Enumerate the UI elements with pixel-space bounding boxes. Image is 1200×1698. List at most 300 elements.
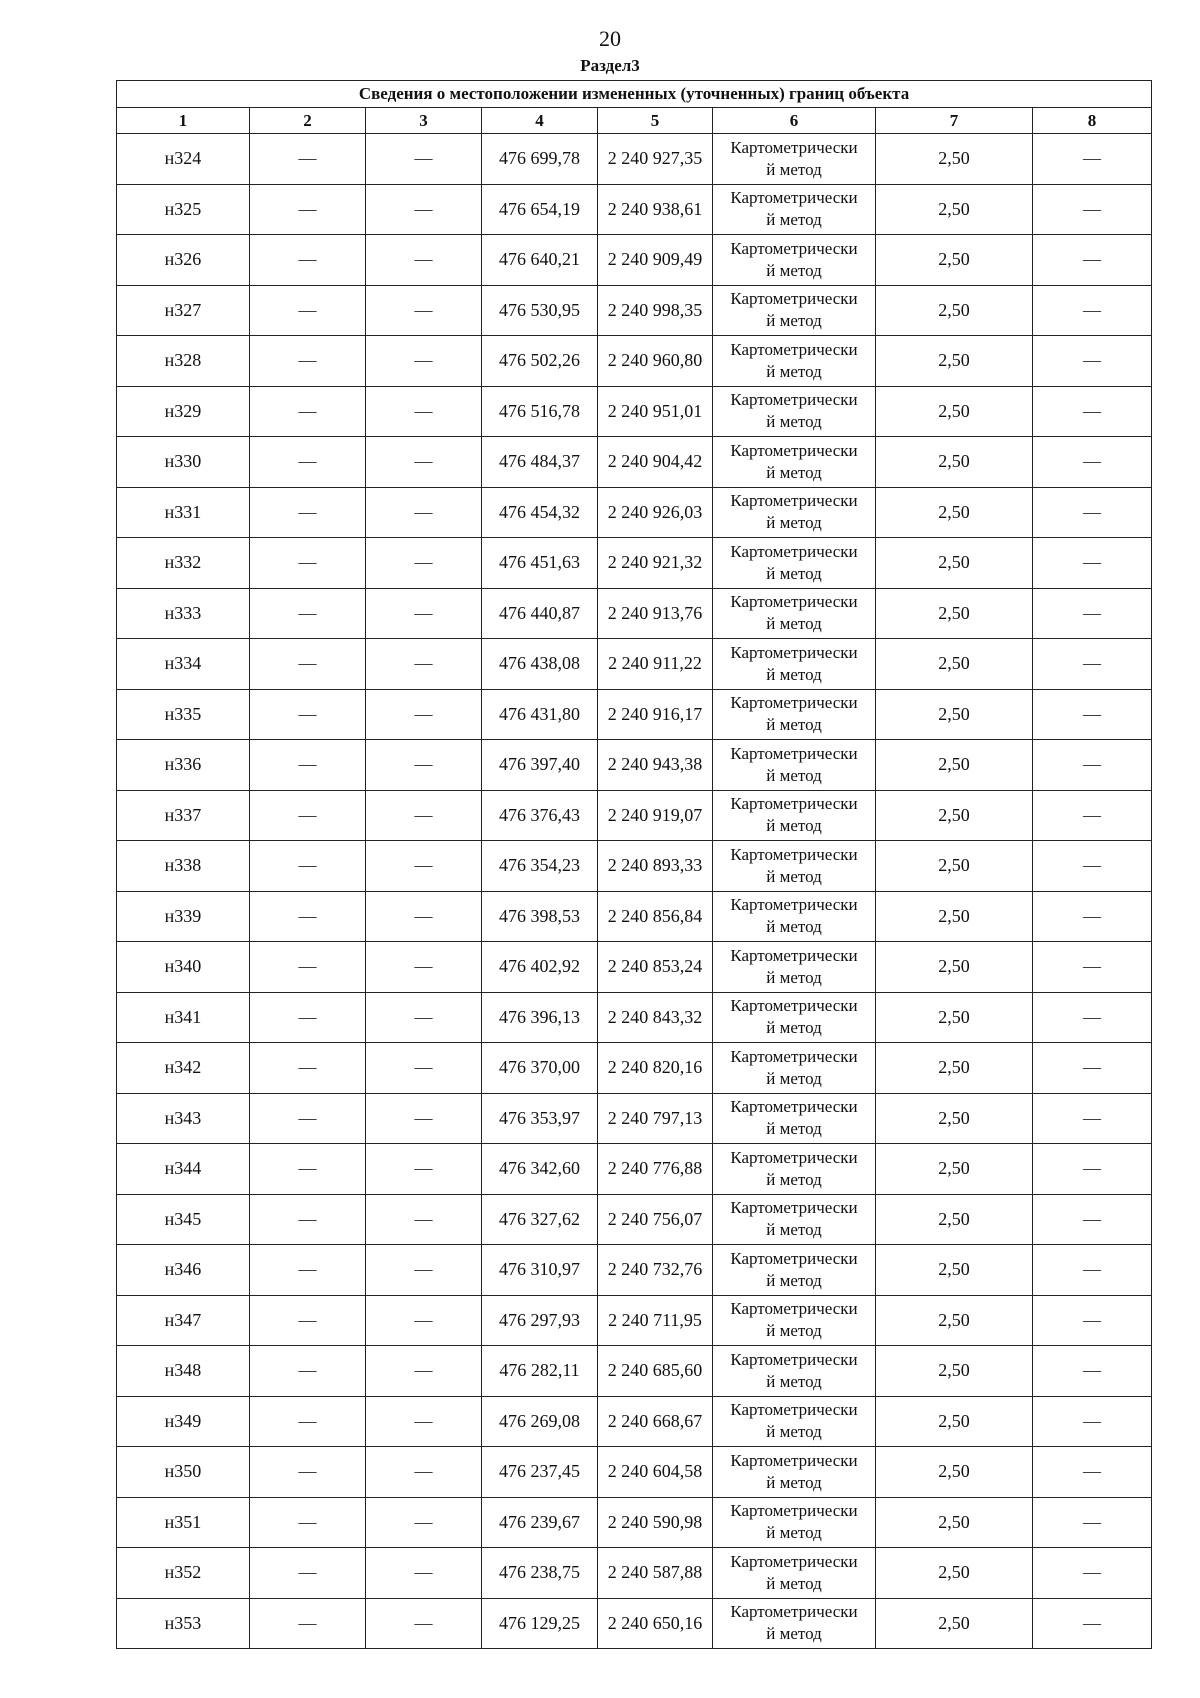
- method-cell: [713, 1144, 876, 1195]
- method-text-line2: й метод: [766, 1472, 822, 1492]
- column-number-3: 3: [366, 108, 482, 134]
- method-text-line1: Картометрически: [730, 1400, 858, 1420]
- method-text-line1: Картометрически: [730, 238, 858, 258]
- y-coordinate-cell: 2 240 668,67: [598, 1396, 713, 1447]
- col8-dash-cell: —: [1033, 1194, 1152, 1245]
- col3-dash-cell: —: [366, 487, 482, 538]
- y-coordinate-cell: 2 240 927,35: [598, 134, 713, 185]
- method-cell: [713, 1245, 876, 1296]
- col8-dash-cell: —: [1033, 437, 1152, 488]
- col8-dash-cell: —: [1033, 134, 1152, 185]
- point-name-cell: н342: [117, 1043, 250, 1094]
- accuracy-cell: 2,50: [876, 1144, 1033, 1195]
- column-number-2: 2: [250, 108, 366, 134]
- table-row: [117, 740, 1152, 791]
- accuracy-cell: 2,50: [876, 184, 1033, 235]
- method-cell: [713, 689, 876, 740]
- table-row: [117, 891, 1152, 942]
- col3-dash-cell: —: [366, 1346, 482, 1397]
- table-body: [117, 134, 1152, 1649]
- method-text-line2: й метод: [766, 765, 822, 785]
- x-coordinate-cell: 476 397,40: [482, 740, 598, 791]
- method-text-line2: й метод: [766, 1422, 822, 1442]
- col2-dash-cell: —: [250, 1295, 366, 1346]
- col3-dash-cell: —: [366, 841, 482, 892]
- col8-dash-cell: —: [1033, 1043, 1152, 1094]
- col2-dash-cell: —: [250, 1598, 366, 1649]
- col3-dash-cell: —: [366, 184, 482, 235]
- accuracy-cell: 2,50: [876, 639, 1033, 690]
- col2-dash-cell: —: [250, 336, 366, 387]
- method-text-line1: Картометрически: [730, 592, 858, 612]
- accuracy-cell: 2,50: [876, 487, 1033, 538]
- method-cell: [713, 740, 876, 791]
- point-name-cell: н325: [117, 184, 250, 235]
- y-coordinate-cell: 2 240 843,32: [598, 992, 713, 1043]
- accuracy-cell: 2,50: [876, 942, 1033, 993]
- x-coordinate-cell: 476 342,60: [482, 1144, 598, 1195]
- method-cell: [713, 1295, 876, 1346]
- x-coordinate-cell: 476 396,13: [482, 992, 598, 1043]
- col2-dash-cell: —: [250, 184, 366, 235]
- point-name-cell: н328: [117, 336, 250, 387]
- y-coordinate-cell: 2 240 820,16: [598, 1043, 713, 1094]
- col3-dash-cell: —: [366, 1497, 482, 1548]
- point-name-cell: н344: [117, 1144, 250, 1195]
- accuracy-cell: 2,50: [876, 437, 1033, 488]
- method-text-line2: й метод: [766, 159, 822, 179]
- method-text-line1: Картометрически: [730, 541, 858, 561]
- col2-dash-cell: —: [250, 1447, 366, 1498]
- col8-dash-cell: —: [1033, 1144, 1152, 1195]
- col8-dash-cell: —: [1033, 588, 1152, 639]
- col3-dash-cell: —: [366, 336, 482, 387]
- column-number-8: 8: [1033, 108, 1152, 134]
- col8-dash-cell: —: [1033, 1548, 1152, 1599]
- method-text-line1: Картометрически: [730, 137, 858, 157]
- y-coordinate-cell: 2 240 951,01: [598, 386, 713, 437]
- method-text-line1: Картометрически: [730, 743, 858, 763]
- col8-dash-cell: —: [1033, 942, 1152, 993]
- method-text-line2: й метод: [766, 1018, 822, 1038]
- accuracy-cell: 2,50: [876, 538, 1033, 589]
- y-coordinate-cell: 2 240 776,88: [598, 1144, 713, 1195]
- method-text-line2: й метод: [766, 462, 822, 482]
- point-name-cell: н327: [117, 285, 250, 336]
- x-coordinate-cell: 476 502,26: [482, 336, 598, 387]
- col3-dash-cell: —: [366, 740, 482, 791]
- col8-dash-cell: —: [1033, 1447, 1152, 1498]
- method-cell: [713, 386, 876, 437]
- point-name-cell: н340: [117, 942, 250, 993]
- col3-dash-cell: —: [366, 790, 482, 841]
- method-text-line1: Картометрически: [730, 1602, 858, 1622]
- col8-dash-cell: —: [1033, 1346, 1152, 1397]
- y-coordinate-cell: 2 240 911,22: [598, 639, 713, 690]
- table-row: [117, 790, 1152, 841]
- col2-dash-cell: —: [250, 992, 366, 1043]
- accuracy-cell: 2,50: [876, 134, 1033, 185]
- accuracy-cell: 2,50: [876, 1497, 1033, 1548]
- col8-dash-cell: —: [1033, 1497, 1152, 1548]
- method-cell: [713, 285, 876, 336]
- table-row: [117, 538, 1152, 589]
- method-text-line2: й метод: [766, 917, 822, 937]
- table-row: [117, 1548, 1152, 1599]
- col8-dash-cell: —: [1033, 487, 1152, 538]
- col2-dash-cell: —: [250, 1548, 366, 1599]
- y-coordinate-cell: 2 240 590,98: [598, 1497, 713, 1548]
- col3-dash-cell: —: [366, 891, 482, 942]
- col3-dash-cell: —: [366, 639, 482, 690]
- accuracy-cell: 2,50: [876, 1396, 1033, 1447]
- method-text-line1: Картометрически: [730, 188, 858, 208]
- method-text-line2: й метод: [766, 1068, 822, 1088]
- method-cell: [713, 1548, 876, 1599]
- col3-dash-cell: —: [366, 538, 482, 589]
- method-cell: [713, 336, 876, 387]
- method-text-line2: й метод: [766, 967, 822, 987]
- col8-dash-cell: —: [1033, 740, 1152, 791]
- col2-dash-cell: —: [250, 790, 366, 841]
- method-text-line2: й метод: [766, 866, 822, 886]
- table-row: [117, 437, 1152, 488]
- y-coordinate-cell: 2 240 904,42: [598, 437, 713, 488]
- x-coordinate-cell: 476 654,19: [482, 184, 598, 235]
- col3-dash-cell: —: [366, 386, 482, 437]
- col2-dash-cell: —: [250, 235, 366, 286]
- accuracy-cell: 2,50: [876, 1447, 1033, 1498]
- col8-dash-cell: —: [1033, 639, 1152, 690]
- point-name-cell: н324: [117, 134, 250, 185]
- col8-dash-cell: —: [1033, 285, 1152, 336]
- point-name-cell: н333: [117, 588, 250, 639]
- col8-dash-cell: —: [1033, 992, 1152, 1043]
- method-cell: [713, 992, 876, 1043]
- method-text-line2: й метод: [766, 816, 822, 836]
- column-number-1: 1: [117, 108, 250, 134]
- x-coordinate-cell: 476 484,37: [482, 437, 598, 488]
- x-coordinate-cell: 476 269,08: [482, 1396, 598, 1447]
- method-text-line2: й метод: [766, 361, 822, 381]
- method-text-line2: й метод: [766, 260, 822, 280]
- method-cell: [713, 1396, 876, 1447]
- table-row: [117, 689, 1152, 740]
- y-coordinate-cell: 2 240 797,13: [598, 1093, 713, 1144]
- point-name-cell: н349: [117, 1396, 250, 1447]
- method-text-line1: Картометрически: [730, 289, 858, 309]
- method-text-line1: Картометрически: [730, 1147, 858, 1167]
- col3-dash-cell: —: [366, 1093, 482, 1144]
- accuracy-cell: 2,50: [876, 992, 1033, 1043]
- method-cell: [713, 639, 876, 690]
- col3-dash-cell: —: [366, 1043, 482, 1094]
- col2-dash-cell: —: [250, 1346, 366, 1397]
- x-coordinate-cell: 476 530,95: [482, 285, 598, 336]
- accuracy-cell: 2,50: [876, 841, 1033, 892]
- col2-dash-cell: —: [250, 942, 366, 993]
- method-text-line1: Картометрически: [730, 895, 858, 915]
- col8-dash-cell: —: [1033, 891, 1152, 942]
- x-coordinate-cell: 476 699,78: [482, 134, 598, 185]
- method-text-line1: Картометрически: [730, 339, 858, 359]
- col2-dash-cell: —: [250, 588, 366, 639]
- table-row: [117, 1497, 1152, 1548]
- accuracy-cell: 2,50: [876, 1598, 1033, 1649]
- y-coordinate-cell: 2 240 916,17: [598, 689, 713, 740]
- column-number-row: [117, 108, 1152, 134]
- x-coordinate-cell: 476 354,23: [482, 841, 598, 892]
- accuracy-cell: 2,50: [876, 1093, 1033, 1144]
- point-name-cell: н343: [117, 1093, 250, 1144]
- accuracy-cell: 2,50: [876, 689, 1033, 740]
- col3-dash-cell: —: [366, 992, 482, 1043]
- col3-dash-cell: —: [366, 235, 482, 286]
- col3-dash-cell: —: [366, 437, 482, 488]
- method-text-line2: й метод: [766, 513, 822, 533]
- x-coordinate-cell: 476 237,45: [482, 1447, 598, 1498]
- accuracy-cell: 2,50: [876, 1548, 1033, 1599]
- method-cell: [713, 1043, 876, 1094]
- method-text-line1: Картометрически: [730, 1248, 858, 1268]
- point-name-cell: н350: [117, 1447, 250, 1498]
- table-row: [117, 487, 1152, 538]
- column-number-4: 4: [482, 108, 598, 134]
- point-name-cell: н348: [117, 1346, 250, 1397]
- method-text-line1: Картометрически: [730, 491, 858, 511]
- x-coordinate-cell: 476 640,21: [482, 235, 598, 286]
- method-text-line2: й метод: [766, 1371, 822, 1391]
- col3-dash-cell: —: [366, 1245, 482, 1296]
- accuracy-cell: 2,50: [876, 1245, 1033, 1296]
- x-coordinate-cell: 476 297,93: [482, 1295, 598, 1346]
- point-name-cell: н335: [117, 689, 250, 740]
- method-text-line1: Картометрически: [730, 1349, 858, 1369]
- point-name-cell: н332: [117, 538, 250, 589]
- method-cell: [713, 790, 876, 841]
- accuracy-cell: 2,50: [876, 336, 1033, 387]
- col2-dash-cell: —: [250, 134, 366, 185]
- table-row: [117, 1447, 1152, 1498]
- table-row: [117, 942, 1152, 993]
- col2-dash-cell: —: [250, 285, 366, 336]
- table-row: [117, 1396, 1152, 1447]
- method-cell: [713, 1194, 876, 1245]
- x-coordinate-cell: 476 129,25: [482, 1598, 598, 1649]
- method-cell: [713, 487, 876, 538]
- col8-dash-cell: —: [1033, 790, 1152, 841]
- section-title: Раздел3: [580, 56, 640, 75]
- method-text-line1: Картометрически: [730, 1551, 858, 1571]
- col8-dash-cell: —: [1033, 1093, 1152, 1144]
- method-cell: [713, 184, 876, 235]
- method-text-line1: Картометрически: [730, 1299, 858, 1319]
- y-coordinate-cell: 2 240 998,35: [598, 285, 713, 336]
- page-number: 20: [599, 26, 621, 51]
- point-name-cell: н345: [117, 1194, 250, 1245]
- boundary-coordinates-table: [116, 80, 1152, 1649]
- column-number-6: 6: [713, 108, 876, 134]
- y-coordinate-cell: 2 240 685,60: [598, 1346, 713, 1397]
- y-coordinate-cell: 2 240 711,95: [598, 1295, 713, 1346]
- method-text-line2: й метод: [766, 1321, 822, 1341]
- method-text-line2: й метод: [766, 1624, 822, 1644]
- table-row: [117, 386, 1152, 437]
- table-row: [117, 1194, 1152, 1245]
- col2-dash-cell: —: [250, 1396, 366, 1447]
- point-name-cell: н334: [117, 639, 250, 690]
- x-coordinate-cell: 476 376,43: [482, 790, 598, 841]
- point-name-cell: н338: [117, 841, 250, 892]
- col2-dash-cell: —: [250, 1093, 366, 1144]
- col3-dash-cell: —: [366, 942, 482, 993]
- col8-dash-cell: —: [1033, 1295, 1152, 1346]
- y-coordinate-cell: 2 240 921,32: [598, 538, 713, 589]
- table-row: [117, 235, 1152, 286]
- y-coordinate-cell: 2 240 587,88: [598, 1548, 713, 1599]
- col2-dash-cell: —: [250, 1194, 366, 1245]
- method-text-line2: й метод: [766, 412, 822, 432]
- method-cell: [713, 1598, 876, 1649]
- method-cell: [713, 942, 876, 993]
- point-name-cell: н330: [117, 437, 250, 488]
- x-coordinate-cell: 476 516,78: [482, 386, 598, 437]
- method-text-line1: Картометрически: [730, 945, 858, 965]
- x-coordinate-cell: 476 454,32: [482, 487, 598, 538]
- col8-dash-cell: —: [1033, 336, 1152, 387]
- col8-dash-cell: —: [1033, 1598, 1152, 1649]
- col2-dash-cell: —: [250, 689, 366, 740]
- table-row: [117, 1043, 1152, 1094]
- x-coordinate-cell: 476 353,97: [482, 1093, 598, 1144]
- method-cell: [713, 1346, 876, 1397]
- col8-dash-cell: —: [1033, 689, 1152, 740]
- point-name-cell: н329: [117, 386, 250, 437]
- table-row: [117, 1346, 1152, 1397]
- x-coordinate-cell: 476 327,62: [482, 1194, 598, 1245]
- method-text-line2: й метод: [766, 1119, 822, 1139]
- y-coordinate-cell: 2 240 938,61: [598, 184, 713, 235]
- table-row: [117, 588, 1152, 639]
- method-text-line1: Картометрически: [730, 693, 858, 713]
- y-coordinate-cell: 2 240 732,76: [598, 1245, 713, 1296]
- method-cell: [713, 1447, 876, 1498]
- col2-dash-cell: —: [250, 386, 366, 437]
- y-coordinate-cell: 2 240 756,07: [598, 1194, 713, 1245]
- accuracy-cell: 2,50: [876, 285, 1033, 336]
- point-name-cell: н339: [117, 891, 250, 942]
- method-cell: [713, 891, 876, 942]
- col2-dash-cell: —: [250, 437, 366, 488]
- column-number-5: 5: [598, 108, 713, 134]
- x-coordinate-cell: 476 440,87: [482, 588, 598, 639]
- x-coordinate-cell: 476 451,63: [482, 538, 598, 589]
- method-text-line1: Картометрически: [730, 1198, 858, 1218]
- table-row: [117, 285, 1152, 336]
- col8-dash-cell: —: [1033, 841, 1152, 892]
- y-coordinate-cell: 2 240 909,49: [598, 235, 713, 286]
- method-text-line1: Картометрически: [730, 642, 858, 662]
- col3-dash-cell: —: [366, 1598, 482, 1649]
- col3-dash-cell: —: [366, 134, 482, 185]
- table-row: [117, 336, 1152, 387]
- table-row: [117, 841, 1152, 892]
- method-text-line2: й метод: [766, 1523, 822, 1543]
- method-text-line1: Картометрически: [730, 1046, 858, 1066]
- col8-dash-cell: —: [1033, 1245, 1152, 1296]
- accuracy-cell: 2,50: [876, 1346, 1033, 1397]
- y-coordinate-cell: 2 240 650,16: [598, 1598, 713, 1649]
- x-coordinate-cell: 476 282,11: [482, 1346, 598, 1397]
- accuracy-cell: 2,50: [876, 891, 1033, 942]
- table-row: [117, 639, 1152, 690]
- col2-dash-cell: —: [250, 740, 366, 791]
- accuracy-cell: 2,50: [876, 740, 1033, 791]
- point-name-cell: н326: [117, 235, 250, 286]
- col3-dash-cell: —: [366, 1548, 482, 1599]
- method-text-line2: й метод: [766, 664, 822, 684]
- col3-dash-cell: —: [366, 588, 482, 639]
- col2-dash-cell: —: [250, 891, 366, 942]
- point-name-cell: н351: [117, 1497, 250, 1548]
- method-text-line1: Картометрически: [730, 844, 858, 864]
- method-text-line1: Картометрически: [730, 1501, 858, 1521]
- point-name-cell: н331: [117, 487, 250, 538]
- col2-dash-cell: —: [250, 538, 366, 589]
- accuracy-cell: 2,50: [876, 235, 1033, 286]
- x-coordinate-cell: 476 238,75: [482, 1548, 598, 1599]
- table-row: [117, 992, 1152, 1043]
- method-text-line1: Картометрически: [730, 1097, 858, 1117]
- col8-dash-cell: —: [1033, 386, 1152, 437]
- method-text-line2: й метод: [766, 1573, 822, 1593]
- method-cell: [713, 235, 876, 286]
- method-text-line2: й метод: [766, 1169, 822, 1189]
- method-text-line1: Картометрически: [730, 996, 858, 1016]
- point-name-cell: н353: [117, 1598, 250, 1649]
- point-name-cell: н346: [117, 1245, 250, 1296]
- col3-dash-cell: —: [366, 1396, 482, 1447]
- col2-dash-cell: —: [250, 1245, 366, 1296]
- table-row: [117, 1093, 1152, 1144]
- col3-dash-cell: —: [366, 1447, 482, 1498]
- x-coordinate-cell: 476 370,00: [482, 1043, 598, 1094]
- method-text-line1: Картометрически: [730, 390, 858, 410]
- method-text-line1: Картометрически: [730, 1450, 858, 1470]
- table-row: [117, 1144, 1152, 1195]
- x-coordinate-cell: 476 438,08: [482, 639, 598, 690]
- point-name-cell: н341: [117, 992, 250, 1043]
- table-row: [117, 134, 1152, 185]
- y-coordinate-cell: 2 240 960,80: [598, 336, 713, 387]
- y-coordinate-cell: 2 240 893,33: [598, 841, 713, 892]
- col3-dash-cell: —: [366, 1144, 482, 1195]
- method-cell: [713, 134, 876, 185]
- point-name-cell: н347: [117, 1295, 250, 1346]
- col2-dash-cell: —: [250, 841, 366, 892]
- method-text-line2: й метод: [766, 1270, 822, 1290]
- col3-dash-cell: —: [366, 285, 482, 336]
- col2-dash-cell: —: [250, 1497, 366, 1548]
- x-coordinate-cell: 476 239,67: [482, 1497, 598, 1548]
- accuracy-cell: 2,50: [876, 588, 1033, 639]
- method-cell: [713, 538, 876, 589]
- method-cell: [713, 437, 876, 488]
- col2-dash-cell: —: [250, 1043, 366, 1094]
- col3-dash-cell: —: [366, 1295, 482, 1346]
- col3-dash-cell: —: [366, 689, 482, 740]
- method-text-line2: й метод: [766, 614, 822, 634]
